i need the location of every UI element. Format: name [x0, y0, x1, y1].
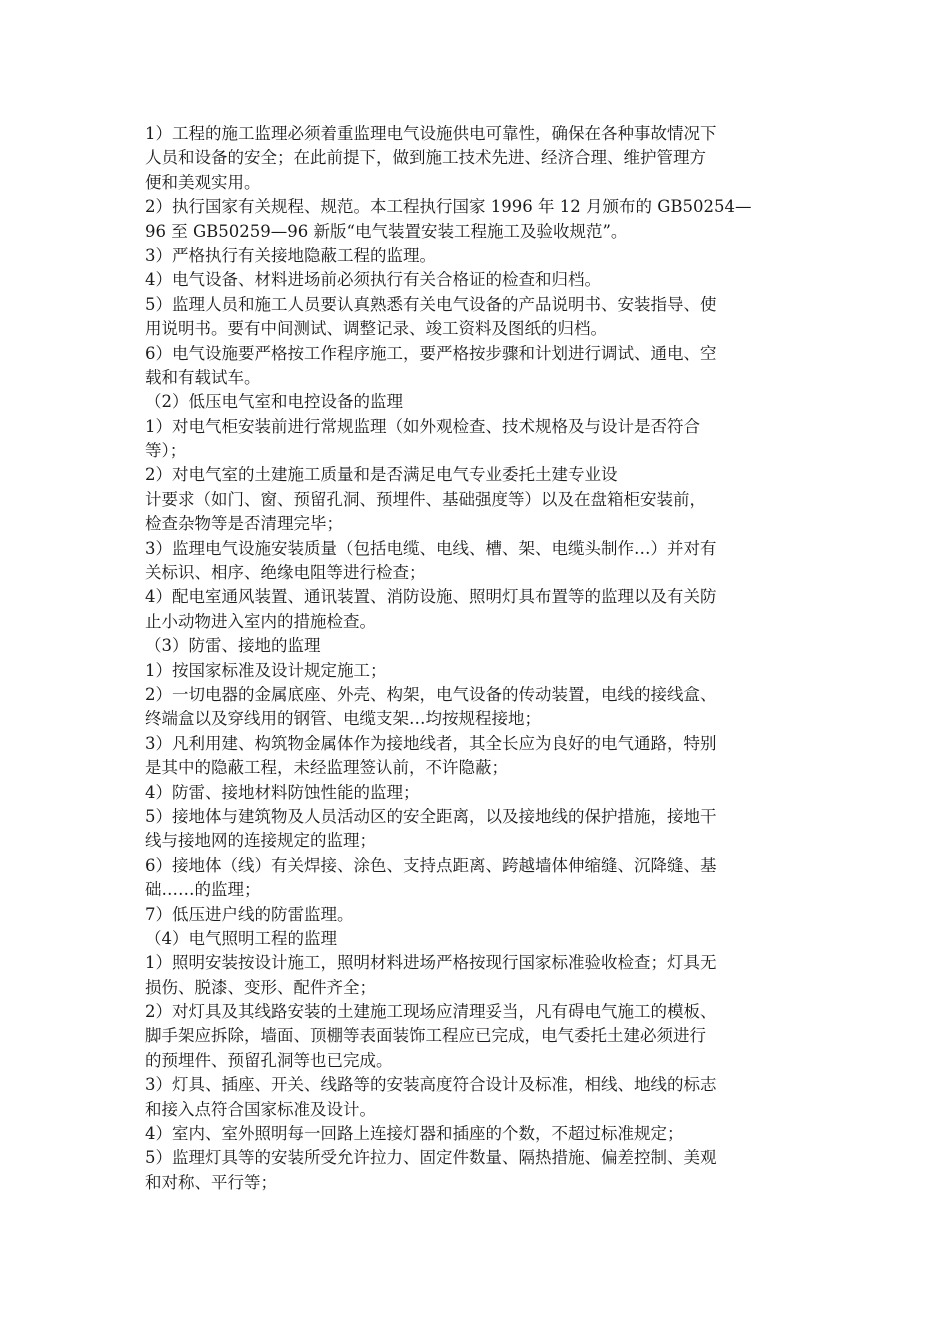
- text-line: 2）对灯具及其线路安装的土建施工现场应清理妥当，凡有碍电气施工的模板、: [145, 1002, 717, 1022]
- text-line: 4）电气设备、材料进场前必须执行有关合格证的检查和归档。: [145, 270, 601, 290]
- text-line: 3）监理电气设施安装质量（包括电缆、电线、槽、架、电缆头制作…）并对有: [145, 538, 717, 558]
- text-line: 计要求（如门、窗、预留孔洞、预埋件、基础强度等）以及在盘箱柜安装前，: [145, 489, 706, 509]
- text-line: 2）执行国家有关规程、规范。本工程执行国家 1996 年 12 月颁布的 GB50254—: [145, 197, 752, 217]
- text-line: 损伤、脱漆、变形、配件齐全；: [145, 977, 376, 997]
- text-line: 终端盒以及穿线用的钢管、电缆支架…均按规程接地；: [145, 709, 541, 729]
- text-line: 3）灯具、插座、开关、线路等的安装高度符合设计及标准，相线、地线的标志: [145, 1075, 717, 1095]
- text-line: 检查杂物等是否清理完毕；: [145, 514, 343, 534]
- text-line: 1）按国家标准及设计规定施工；: [145, 660, 387, 680]
- text-line: 2）对电气室的土建施工质量和是否满足电气专业委托土建专业设: [145, 465, 618, 485]
- text-line: 止小动物进入室内的措施检查。: [145, 611, 376, 631]
- text-line: 关标识、相序、绝缘电阻等进行检查；: [145, 563, 426, 583]
- text-line: 1）工程的施工监理必须着重监理电气设施供电可靠性，确保在各种事故情况下: [145, 124, 717, 143]
- section-heading: （4）电气照明工程的监理: [145, 928, 337, 948]
- text-line: 础……的监理；: [145, 880, 261, 900]
- text-line: 脚手架应拆除，墙面、顶棚等表面装饰工程应已完成，电气委托土建必须进行: [145, 1026, 706, 1046]
- text-line: 6）电气设施要严格按工作程序施工，要严格按步骤和计划进行调试、通电、空: [145, 343, 717, 363]
- text-line: 2）一切电器的金属底座、外壳、构架，电气设备的传动装置，电线的接线盒、: [145, 684, 717, 704]
- text-line: 和接入点符合国家标准及设计。: [145, 1099, 376, 1119]
- text-line: 4）室内、室外照明每一回路上连接灯器和插座的个数，不超过标准规定；: [145, 1124, 684, 1144]
- text-line: 载和有载试车。: [145, 367, 261, 387]
- section-heading: （2）低压电气室和电控设备的监理: [145, 392, 403, 412]
- text-line: 3）严格执行有关接地隐蔽工程的监理。: [145, 245, 436, 265]
- text-line: 1）对电气柜安装前进行常规监理（如外观检查、技术规格及与设计是否符合: [145, 416, 700, 436]
- text-line: 5）接地体与建筑物及人员活动区的安全距离，以及接地线的保护措施，接地干: [145, 806, 717, 826]
- text-line: 的预埋件、预留孔洞等也已完成。: [145, 1050, 393, 1070]
- document-body: [145, 122, 810, 1195]
- text-line: 和对称、平行等；: [145, 1172, 277, 1192]
- text-line: 人员和设备的安全；在此前提下，做到施工技术先进、经济合理、维护管理方: [145, 148, 706, 168]
- text-line: 4）配电室通风装置、通讯装置、消防设施、照明灯具布置等的监理以及有关防: [145, 587, 717, 607]
- text-line: 等）；: [145, 441, 187, 461]
- text-line: 6）接地体（线）有关焊接、涂色、支持点距离、跨越墙体伸缩缝、沉降缝、基: [145, 855, 717, 875]
- text-line: 线与接地网的连接规定的监理；: [145, 831, 376, 851]
- text-line: 便和美观实用。: [145, 172, 261, 192]
- text-line: 是其中的隐蔽工程，未经监理签认前，不许隐蔽；: [145, 758, 508, 778]
- text-line: 7）低压进户线的防雷监理。: [145, 904, 354, 924]
- text-line: 5）监理人员和施工人员要认真熟悉有关电气设备的产品说明书、安装指导、使: [145, 294, 717, 314]
- text-line: 1）照明安装按设计施工，照明材料进场严格按现行国家标准验收检查；灯具无: [145, 953, 717, 973]
- text-line: 5）监理灯具等的安装所受允许拉力、固定件数量、隔热措施、偏差控制、美观: [145, 1148, 717, 1168]
- text-line: 4）防雷、接地材料防蚀性能的监理；: [145, 782, 420, 802]
- text-line: 用说明书。要有中间测试、调整记录、竣工资料及图纸的归档。: [145, 319, 607, 339]
- text-line: 3）凡利用建、构筑物金属体作为接地线者，其全长应为良好的电气通路，特别: [145, 733, 717, 753]
- text-line: 96 至 GB50259—96 新版“电气装置安装工程施工及验收规范”。: [145, 221, 628, 241]
- section-heading: （3）防雷、接地的监理: [145, 636, 321, 656]
